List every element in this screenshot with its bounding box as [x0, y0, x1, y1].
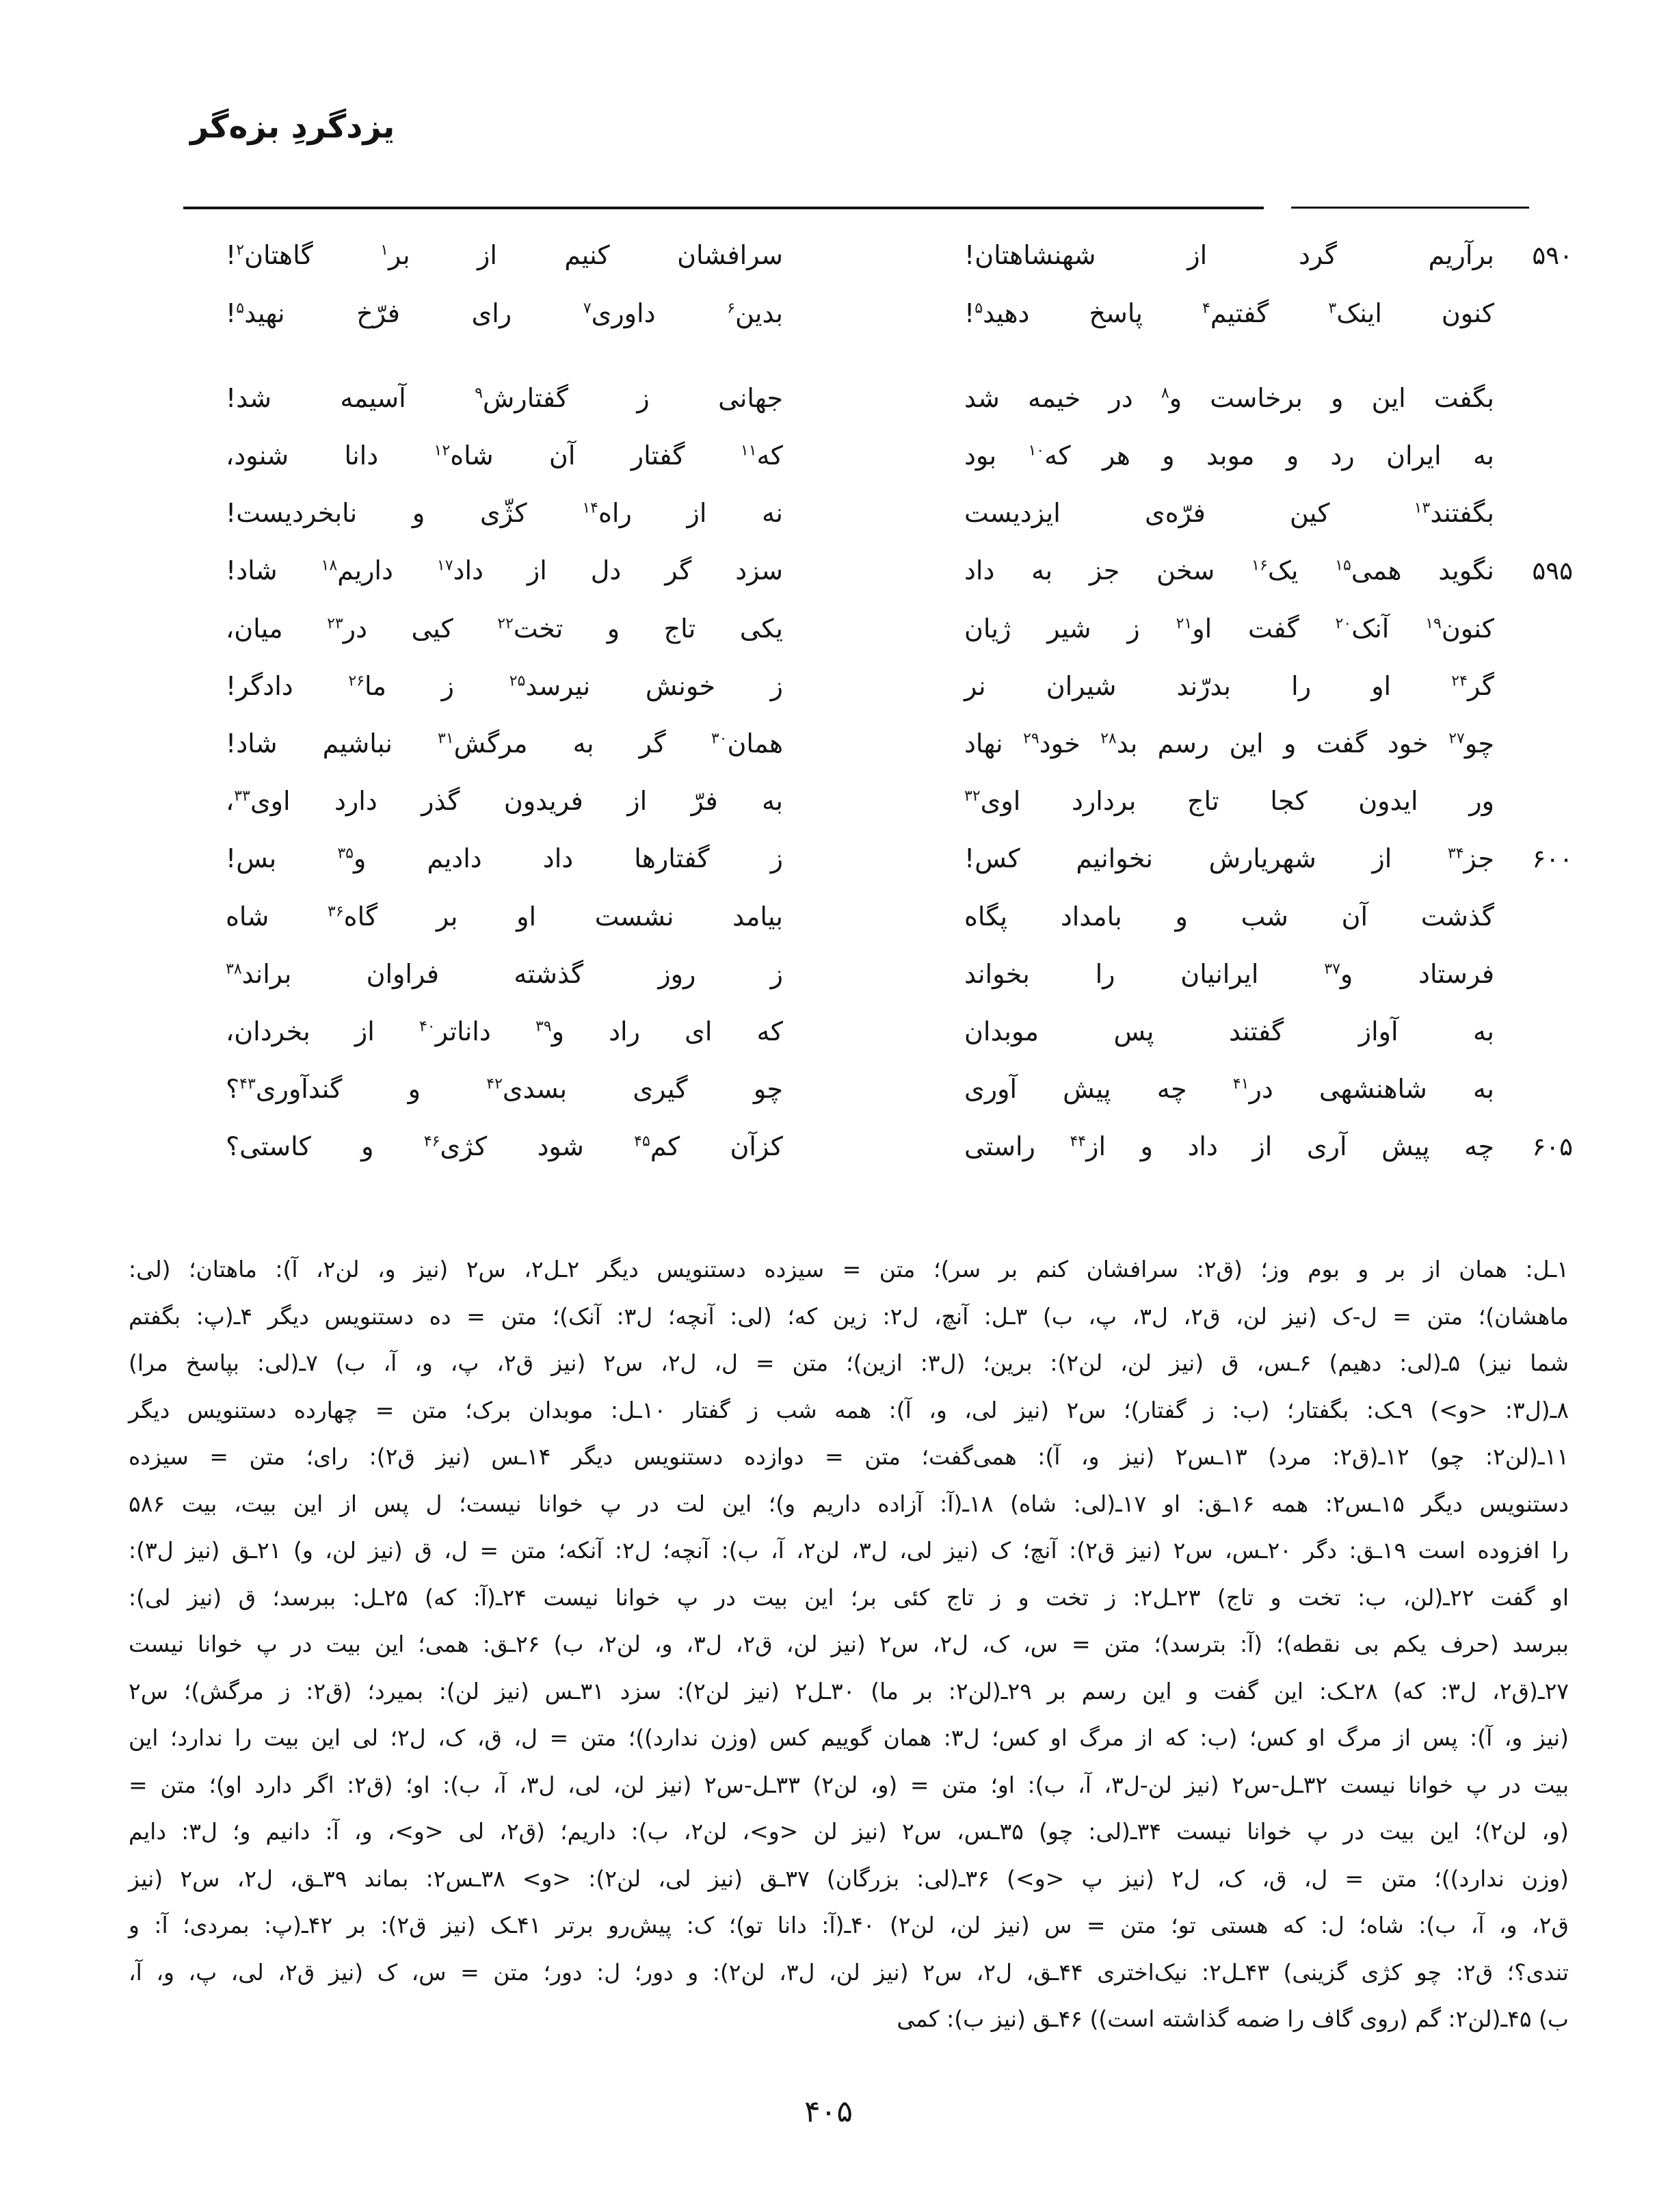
verse-number: ۶۰۵	[1532, 1132, 1573, 1161]
hemistich-left: ز روز گذشته فراوان براند$^{۳۸}$	[226, 959, 783, 989]
hemistich-right: بگفتند$^{۱۳}$ کین فرّه‌ی ایزدیست	[964, 498, 1494, 528]
footnote-line: ۲۷ـ(ق۲، ل۳: که) ۲۸ـک: این گفت و این رسم بر ۲۹ـ(لن۲: بر ما) ۳۰ـل۲ (نیز لن۲): سزد ۳۱ـس (نیز لن): بمیرد؛ (ق۲: ز مرگش)؛ س۲	[129, 1677, 1569, 1704]
hemistich-left: ز خونش نیرسد$^{۲۵}$ ز ما$^{۲۶}$ دادگر!	[226, 671, 783, 701]
hemistich-right: به آواز گفتند پس موبدان	[964, 1016, 1494, 1046]
footnote-line: او گفت ۲۲ـ(لن، ب: تخت و تاج) ۲۳ـل۲: ز تخت و ز تاج کئی بر؛ این بیت در پ خوانا نیست ۲۴ـ(آ: که) ۲۵ـل: ببرسد؛ ق (نیز لی):	[129, 1583, 1569, 1611]
hemistich-right: چو$^{۲۷}$ خود گفت و این رسم بد$^{۲۸}$ خود$^{۲۹}$ نهاد	[964, 728, 1494, 759]
hemistich-left: کزآن کم$^{۴۵}$ شود کژی$^{۴۶}$ و کاستی؟	[226, 1131, 784, 1161]
hemistich-right: برآریم گرد از شهنشاهتان!	[964, 240, 1494, 270]
hemistich-right: چه پیش آری از داد و از$^{۴۴}$ راستی	[964, 1131, 1495, 1161]
poem-block	[226, 234, 1573, 1183]
poem-couplet	[226, 780, 1573, 822]
hemistich-left: سرافشان کنیم از بر$^۱$ گاهتان$^۲$!	[226, 240, 783, 270]
footnote-line: دستنویس دیگر ۱۵ـس۲: همه ۱۶ـق: او ۱۷ـ(لی: شاه) ۱۸ـ(آ: آزاده داریم و)؛ این لت در پ خوانا نیست؛ ل پس از این بیت، بیت ۵۸۶	[129, 1490, 1569, 1517]
hemistich-right: بگفت این و برخاست و$^۸$ در خیمه شد	[964, 383, 1494, 413]
hemistich-left: چو گیری بسدی$^{۴۲}$ و گندآوری$^{۴۳}$؟	[226, 1074, 783, 1104]
hemistich-right: نگوید همی$^{۱۵}$ یک$^{۱۶}$ سخن جز به داد	[964, 555, 1494, 585]
verse-number: ۶۰۰	[1532, 844, 1573, 873]
hemistich-left: که ای راد و$^{۳۹}$ داناتر$^{۴۰}$ از بخردان،	[226, 1016, 783, 1046]
poem-couplet	[226, 837, 1573, 880]
poem-couplet	[226, 722, 1573, 765]
poem-couplet	[226, 1125, 1573, 1168]
footnote-line: ببرسد (حرف یکم بی نقطه)؛ (آ: بترسد)؛ متن = س، ک، ل۲، س۲ (نیز لن، ق۲، ل۳، و، لن۲، ب) ۲۶ـق: همی؛ این بیت در پ خوانا نیست	[129, 1631, 1569, 1657]
verse-number: ۵۹۵	[1532, 556, 1573, 585]
hemistich-left: همان$^{۳۰}$ گر به مرگش$^{۳۱}$ نباشیم شاد!	[226, 728, 784, 759]
poem-couplet	[226, 492, 1573, 534]
hemistich-left: جهانی ز گفتارش$^۹$ آسیمه شد!	[226, 383, 784, 413]
footnote-line: ب) ۴۵ـ(لن۲: گم (روی گاف را ضمه گذاشته است)) ۴۶ـق (نیز ب): کمی	[897, 2005, 1569, 2032]
poem-couplet	[226, 549, 1573, 592]
hemistich-right: گذشت آن شب و بامداد پگاه	[964, 901, 1494, 932]
footnote-line: ۱ـل: همان از بر و بوم وز؛ (ق۲: سرافشان کنم بر سر)؛ متن = سیزده دستنویس دیگر ۲ـل۲، س۲ (نیز و، لن۲، آ): ماهتان؛ (لی:	[129, 1256, 1569, 1282]
page-number: ۴۰۵	[804, 2094, 853, 2129]
footnote-line: شما نیز) ۵ـ(لی: دهیم) ۶ـس، ق (نیز لن، لن۲): برین؛ (ل۳: ازین)؛ متن = ل، ل۲، س۲ (نیز ق۲، پ، و، آ، ب) ۷ـ(لی: بپاسخ مرا)	[129, 1349, 1569, 1376]
hemistich-right: به شاهنشهی در$^{۴۱}$ چه پیش آوری	[964, 1074, 1494, 1104]
poem-couplet	[226, 953, 1573, 995]
hemistich-left: ز گفتارها داد دادیم و$^{۳۵}$ بس!	[226, 843, 784, 873]
hemistich-right: گر$^{۲۴}$ او را بدرّند شیران نر	[964, 671, 1494, 701]
hemistich-left: یکی تاج و تخت$^{۲۲}$ کیی در$^{۲۳}$ میان،	[226, 614, 783, 644]
critical-apparatus-footnotes	[129, 1246, 1569, 2043]
hemistich-right: ور ایدون کجا تاج بردارد اوی$^{۳۲}$	[964, 786, 1494, 816]
hemistich-left: به فرّ از فریدون گذر دارد اوی$^{۳۳}$،	[226, 786, 783, 816]
hemistich-left: بدین$^۶$ داوری$^۷$ رای فرّخ نهید$^۵$!	[226, 298, 783, 328]
poem-couplet	[226, 1068, 1573, 1110]
poem-couplet	[226, 895, 1573, 938]
poem-couplet	[226, 607, 1573, 650]
poem-couplet	[226, 292, 1573, 334]
footnote-line: (نیز و، آ): پس از مرگ او کس؛ (ب: که از مرگ او کس؛ ل۳: همان گوییم کس (وزن ندارد))؛ متن = ل، ق، ک، ل۲؛ لی این بیت را ندارد؛ این	[129, 1724, 1569, 1751]
footnote-line: (وزن ندارد))؛ متن = ل، ق، ک، ل۲ (نیز پ <و>) ۳۶ـ(لی: بزرگان) ۳۷ـق (نیز لی، لن۲): <و> ۳۸ـس۲: بماند ۳۹ـق، ل۲، س۲ (نیز	[129, 1865, 1569, 1892]
header-rule	[183, 207, 1264, 209]
poem-couplet	[226, 665, 1573, 707]
footnote-line: ماهشان)؛ متن = ل-ک (نیز لن، ق۲، ل۳، پ، ب) ۳ـل: آنچ، ل۲: زین که؛ (لی: آنچه؛ ل۳: آنک)؛ متن = ده دستنویس دیگر ۴ـ(پ: بگفتم	[129, 1302, 1569, 1330]
poem-couplet	[226, 377, 1573, 419]
hemistich-left: نه از راه$^{۱۴}$ کژّی و نابخردیست!	[226, 498, 784, 528]
poem-couplet	[226, 434, 1573, 477]
hemistich-left: بیامد نشست او بر گاه$^{۳۶}$ شاه	[226, 901, 783, 932]
footnote-line: (و، لن۲)؛ این بیت در پ خوانا نیست ۳۴ـ(لی: چو) ۳۵ـس، س۲ (نیز لن <و>، لن۲، ب): داریم؛ (ق۲، لی <و>، و، آ: دانیم و؛ ل۳: دایم	[129, 1818, 1569, 1845]
poem-couplet	[226, 234, 1573, 277]
footnote-line: ۱۱ـ(لن۲: چو) ۱۲ـ(ق۲: مرد) ۱۳ـس۲ (نیز و، آ): همی‌گفت؛ متن = دوازده دستنویس دیگر ۱۴ـس (نیز ق۲): رای؛ متن = سیزده	[129, 1443, 1569, 1470]
hemistich-left: سزد گر دل از داد$^{۱۷}$ داریم$^{۱۸}$ شاد!	[226, 555, 783, 585]
verse-number: ۵۹۰	[1532, 241, 1573, 270]
hemistich-right: فرستاد و$^{۳۷}$ ایرانیان را بخواند	[964, 959, 1494, 989]
hemistich-right: کنون$^{۱۹}$ آنک$^{۲۰}$ گفت او$^{۲۱}$ ز شیر ژیان	[964, 614, 1494, 644]
hemistich-right: به ایران رد و موبد و هر که$^{۱۰}$ بود	[964, 440, 1494, 471]
hemistich-right: کنون اینک$^۳$ گفتیم$^۴$ پاسخ دهید$^۵$!	[964, 298, 1494, 328]
footnote-line: ق۲، و، آ، ب): شاه؛ ل: که هستی تو؛ متن = س (نیز لن، لن۲) ۴۰ـ(آ: دانا تو)؛ ک: پیش‌رو برتر ۴۱ـک (نیز ق۲): بر ۴۲ـ(پ: بمردی؛ آ: و	[129, 1912, 1569, 1938]
footnote-line: را افزوده است ۱۹ـق: دگر ۲۰ـس، س۲ (نیز ق۲): آنچ؛ ک (نیز لی، ل۳، لن۲، آ، ب): آنچه؛ ل۲: آنکه؛ متن = ل، ق (نیز لن، و) ۲۱ـق (نیز ل۳):	[129, 1537, 1569, 1564]
footnote-line: ۸ـ(ل۳: <و>) ۹ـک: بگفتار؛ (ب: ز گفتار)؛ س۲ (نیز لی، و، آ): همه شب ز گفتار ۱۰ـل: موبدان برک؛ متن = چهارده دستنویس دیگر	[129, 1396, 1569, 1423]
poem-couplet	[226, 1010, 1573, 1053]
hemistich-left: که$^{۱۱}$ گفتار آن شاه$^{۱۲}$ دانا شنود،	[226, 440, 783, 471]
hemistich-right: جز$^{۳۴}$ از شهریارش نخوانیم کس!	[964, 843, 1494, 873]
footnote-line: بیت در پ خوانا نیست ۳۲ـل-س۲ (نیز لن-ل۳، آ، ب): او؛ متن = (و، لن۲) ۳۳ـل-س۲ (نیز لن، لی، ل۳، آ، ب): او؛ (ق۲: اگر دارد او)؛ متن =	[129, 1771, 1569, 1798]
footnote-line: تندی؟؛ ق۲: چو کژی گزینی) ۴۳ـل۲: نیک‌اختری ۴۴ـق، ل۲، س۲ (نیز لن، ل۳، لن۲): و دور؛ ل: دور؛ متن = س، ک (نیز ق۲، لی، پ، و، آ،	[129, 1958, 1569, 1986]
header-rule-segment	[1291, 207, 1529, 209]
running-header-title: یزدگردِ بزه‌گر	[190, 108, 395, 146]
